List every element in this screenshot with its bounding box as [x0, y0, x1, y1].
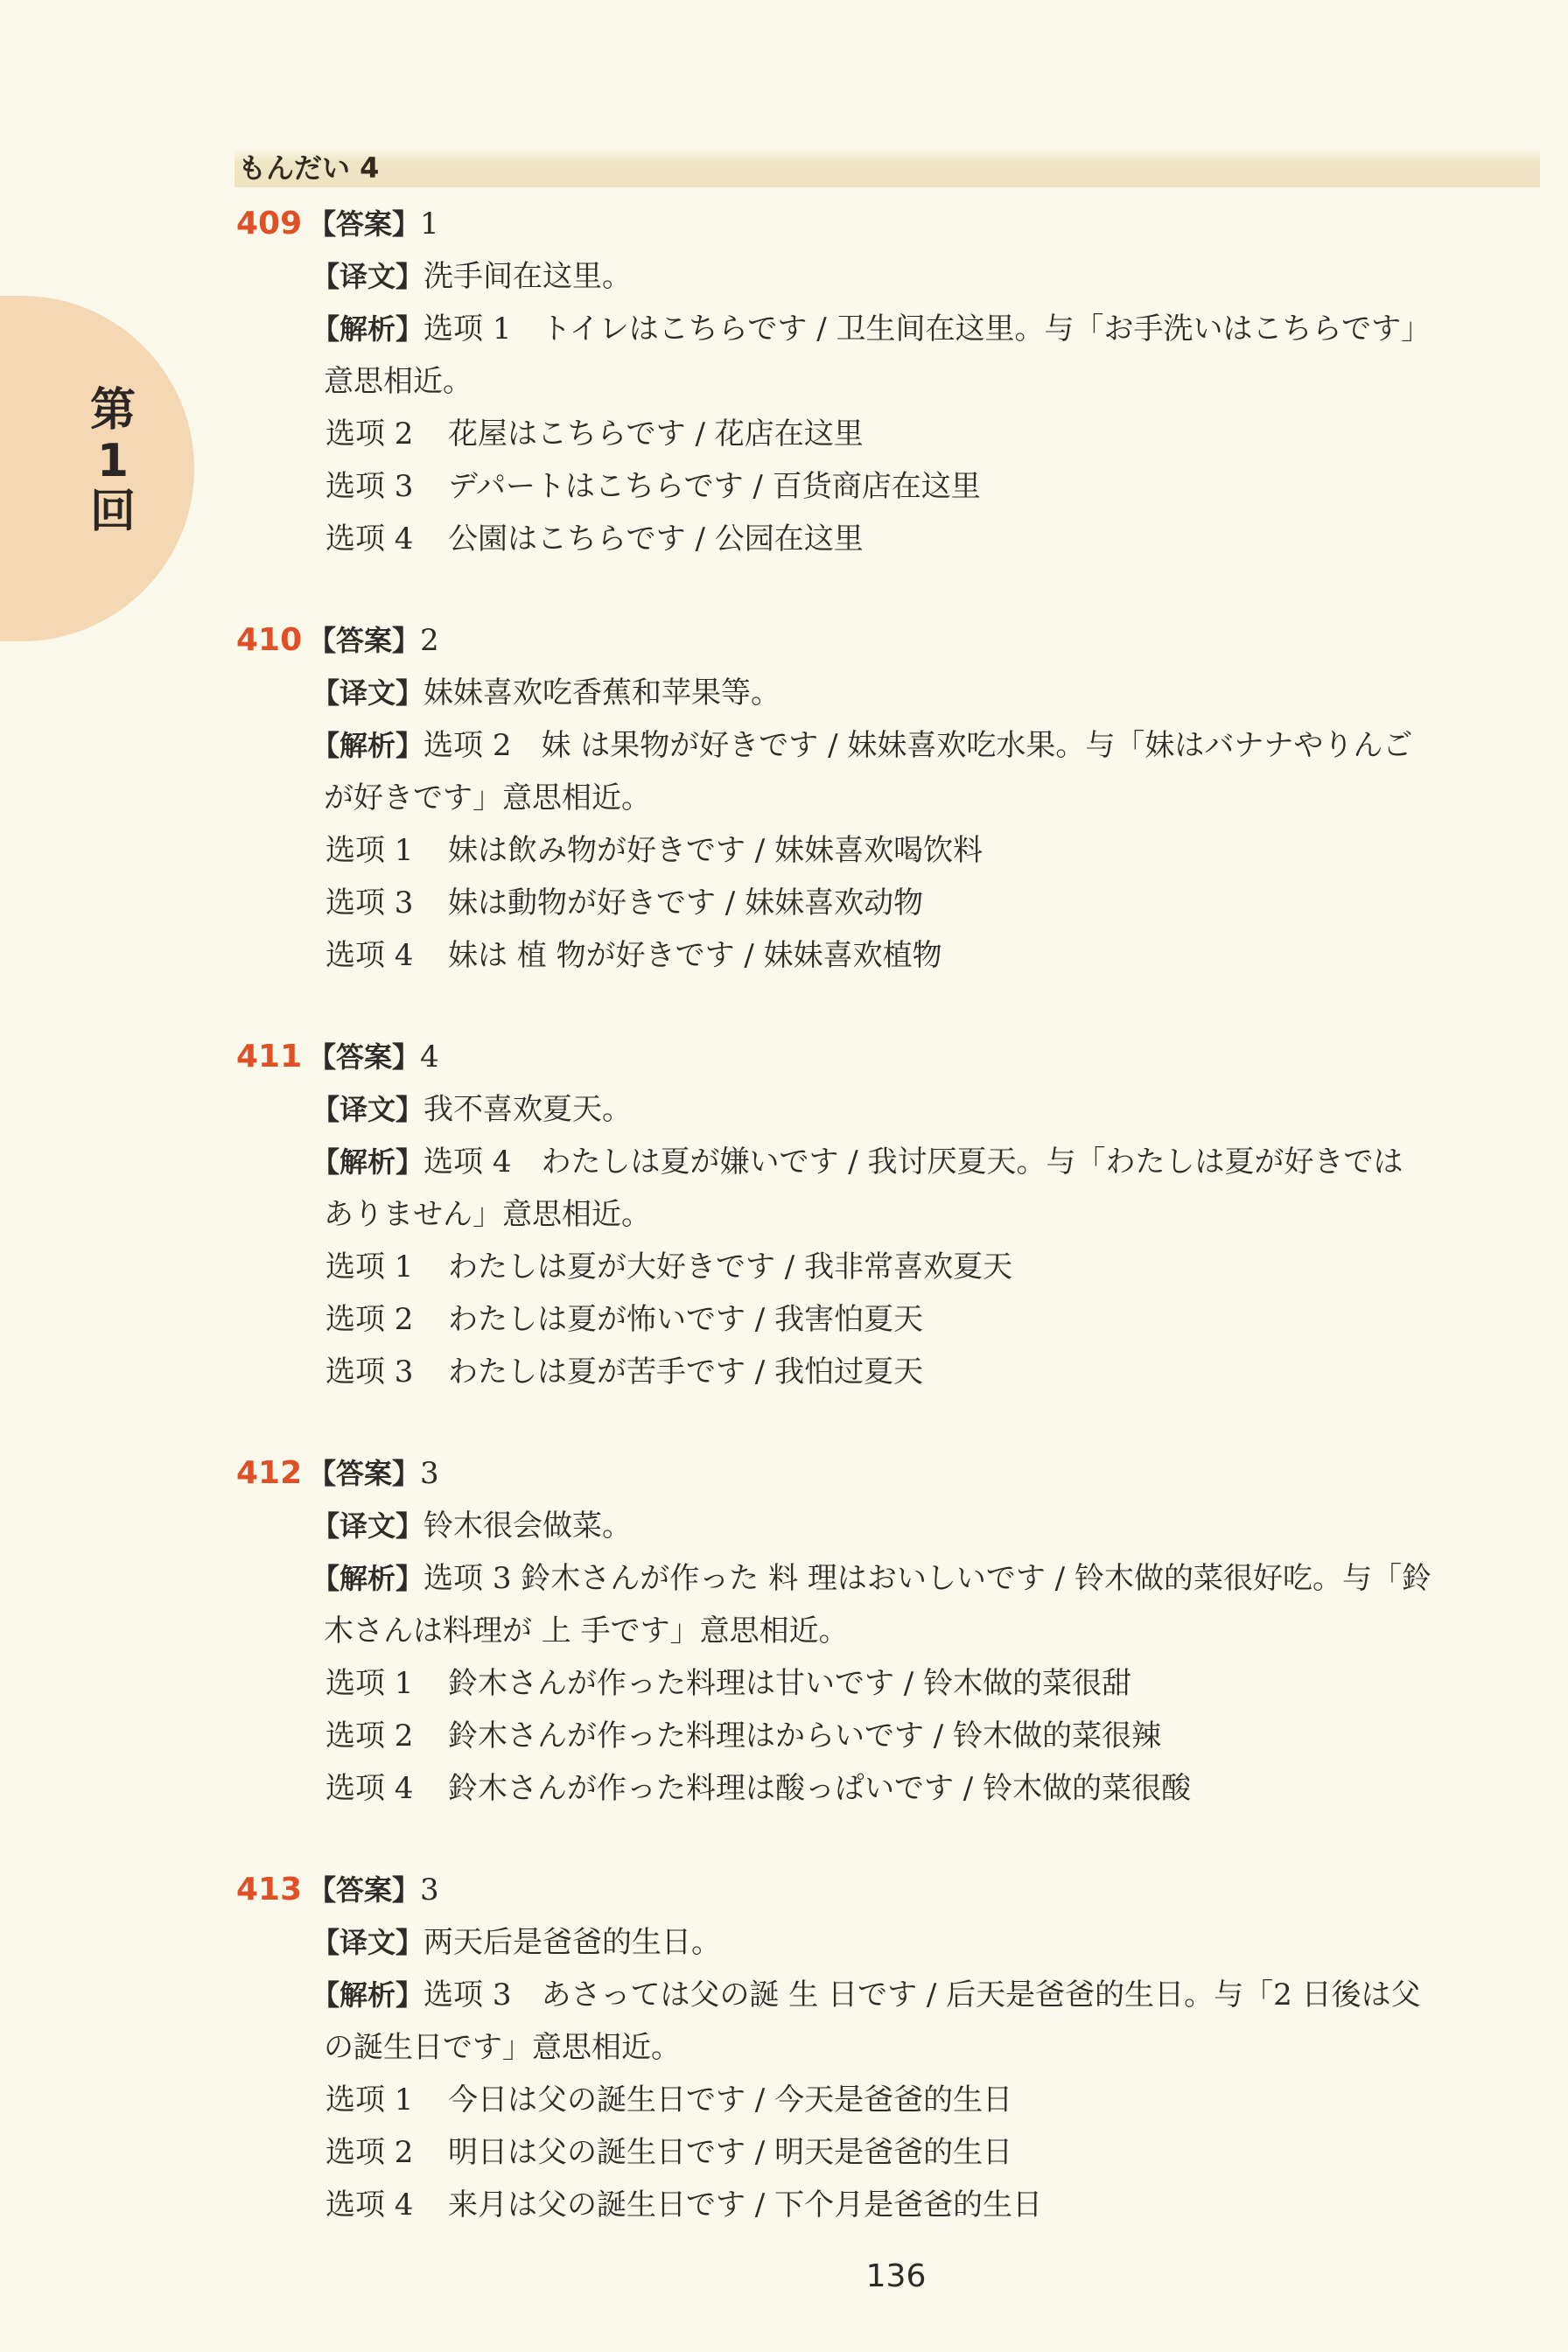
option-text: 鈴木さんが作った料理はからいです / 铃木做的菜很辣	[448, 1718, 1162, 1754]
option-line	[326, 2186, 1042, 2224]
option-line	[326, 1353, 923, 1391]
option-line	[326, 1248, 1012, 1286]
analysis-continuation: 意思相近。	[324, 364, 472, 399]
answer-value: 4	[420, 1040, 439, 1074]
option-line	[326, 1769, 1191, 1808]
option-label: 选项 2	[326, 1718, 414, 1754]
analysis-line	[312, 1143, 1404, 1181]
option-line	[326, 936, 942, 975]
option-text: わたしは夏が大好きです / 我非常喜欢夏天	[448, 1250, 1013, 1284]
analysis-line	[312, 310, 1431, 348]
option-label: 选项 1	[326, 2082, 414, 2118]
option-label: 选项 4	[326, 522, 414, 556]
analysis-tag: 【解析】	[312, 1978, 424, 2012]
answer-line	[308, 1038, 439, 1076]
option-label: 选项 1	[326, 1250, 414, 1284]
option-text: 鈴木さんが作った料理は酸っぱいです / 铃木做的菜很酸	[448, 1771, 1192, 1806]
translation-text: 两天后是爸爸的生日。	[424, 1925, 722, 1960]
option-label: 选项 3	[326, 886, 414, 920]
chapter-label-line3: 回	[89, 486, 136, 538]
option-text: 妹は 植 物が好きです / 妹妹喜欢植物	[448, 938, 942, 973]
answer-value: 2	[420, 623, 439, 658]
answer-line	[308, 621, 439, 660]
question-number: 412	[236, 1455, 303, 1491]
translation-tag: 【译文】	[312, 676, 424, 710]
option-label: 选项 2	[326, 2135, 414, 2170]
section-header-bar	[234, 149, 1540, 187]
option-label: 选项 4	[326, 938, 414, 973]
option-line	[326, 1300, 923, 1339]
option-text: 妹は飲み物が好きです / 妹妹喜欢喝饮料	[448, 833, 984, 868]
answer-line	[308, 1871, 439, 1909]
translation-tag: 【译文】	[312, 260, 424, 293]
analysis-text: 选项 3 鈴木さんが作った 料 理はおいしいです / 铃木做的菜很好吃。与「鈴	[424, 1561, 1432, 1596]
option-text: わたしは夏が怖いです / 我害怕夏天	[448, 1302, 924, 1337]
question-number: 411	[236, 1039, 303, 1074]
option-label: 选项 2	[326, 1302, 414, 1337]
translation-line	[312, 1090, 632, 1129]
analysis-text: 选项 4 わたしは夏が嫌いです / 我讨厌夏天。与「わたしは夏が好きでは	[424, 1144, 1404, 1180]
answer-line	[308, 1454, 439, 1493]
option-text: 明日は父の誕生日です / 明天是爸爸的生日	[448, 2135, 1013, 2170]
analysis-tag: 【解析】	[312, 1562, 424, 1595]
analysis-continuation: が好きです」意思相近。	[324, 780, 651, 816]
analysis-line	[312, 726, 1412, 765]
answer-value: 3	[420, 1872, 439, 1908]
option-line	[326, 520, 864, 558]
option-line	[326, 884, 923, 922]
analysis-continuation: の誕生日です」意思相近。	[324, 2030, 681, 2065]
option-line	[326, 2081, 1012, 2119]
answer-value: 3	[420, 1456, 439, 1491]
option-text: 鈴木さんが作った料理は甘いです / 铃木做的菜很甜	[448, 1666, 1132, 1701]
option-label: 选项 1	[326, 1666, 414, 1701]
answer-tag: 【答案】	[308, 624, 421, 657]
analysis-line	[312, 1976, 1421, 2014]
chapter-label	[88, 385, 138, 537]
option-text: わたしは夏が苦手です / 我怕过夏天	[448, 1354, 924, 1390]
answer-tag: 【答案】	[308, 1040, 421, 1074]
option-line	[326, 2133, 1012, 2172]
option-label: 选项 3	[326, 1354, 414, 1390]
analysis-text: 选项 3 あさっては父の誕 生 日です / 后天是爸爸的生日。与「2 日後は父	[424, 1978, 1421, 2012]
analysis-continuation: ありません」意思相近。	[324, 1197, 651, 1232]
section-title: もんだい 4	[238, 151, 380, 185]
analysis-text: 选项 1 トイレはこちらです / 卫生间在这里。与「お手洗いはこちらです」	[424, 312, 1432, 346]
translation-text: 洗手间在这里。	[424, 259, 633, 294]
translation-line	[312, 674, 780, 712]
option-line	[326, 831, 983, 870]
translation-text: 妹妹喜欢吃香蕉和苹果等。	[424, 676, 781, 710]
translation-tag: 【译文】	[312, 1509, 424, 1543]
analysis-line	[312, 1559, 1432, 1598]
question-number: 409	[236, 206, 303, 242]
translation-text: 我不喜欢夏天。	[424, 1092, 633, 1127]
analysis-tag: 【解析】	[312, 312, 424, 346]
option-label: 选项 1	[326, 833, 414, 868]
analysis-continuation: 木さんは料理が 上 手です」意思相近。	[324, 1614, 849, 1648]
option-label: 选项 4	[326, 2188, 414, 2222]
option-line	[326, 1664, 1131, 1703]
option-line	[326, 1717, 1161, 1755]
translation-text: 铃木很会做菜。	[424, 1508, 633, 1544]
translation-tag: 【译文】	[312, 1093, 424, 1126]
page-number: 136	[865, 2258, 927, 2294]
option-line	[326, 467, 981, 506]
answer-line	[308, 205, 439, 243]
option-label: 选项 4	[326, 1771, 414, 1806]
question-number: 410	[236, 622, 303, 658]
option-text: 花屋はこちらです / 花店在这里	[448, 416, 864, 452]
option-text: 妹は動物が好きです / 妹妹喜欢动物	[448, 886, 924, 920]
translation-line	[312, 257, 632, 296]
answer-tag: 【答案】	[308, 1457, 421, 1490]
chapter-label-line1: 第	[89, 384, 136, 437]
analysis-tag: 【解析】	[312, 1145, 424, 1179]
option-text: デパートはこちらです / 百货商店在这里	[448, 469, 981, 504]
answer-tag: 【答案】	[308, 1873, 421, 1907]
translation-line	[312, 1507, 632, 1545]
translation-line	[312, 1923, 721, 1962]
answer-tag: 【答案】	[308, 207, 421, 241]
option-text: 公園はこちらです / 公园在这里	[448, 522, 864, 556]
question-number: 413	[236, 1872, 303, 1908]
option-text: 来月は父の誕生日です / 下个月是爸爸的生日	[448, 2188, 1043, 2222]
analysis-tag: 【解析】	[312, 729, 424, 762]
option-line	[326, 415, 864, 453]
chapter-label-line2: 1	[96, 435, 130, 487]
option-text: 今日は父の誕生日です / 今天是爸爸的生日	[448, 2082, 1013, 2118]
analysis-text: 选项 2 妹 は果物が好きです / 妹妹喜欢吃水果。与「妹はバナナやりんご	[424, 728, 1413, 763]
option-label: 选项 2	[326, 416, 414, 452]
translation-tag: 【译文】	[312, 1926, 424, 1959]
answer-value: 1	[420, 206, 439, 242]
option-label: 选项 3	[326, 469, 414, 504]
